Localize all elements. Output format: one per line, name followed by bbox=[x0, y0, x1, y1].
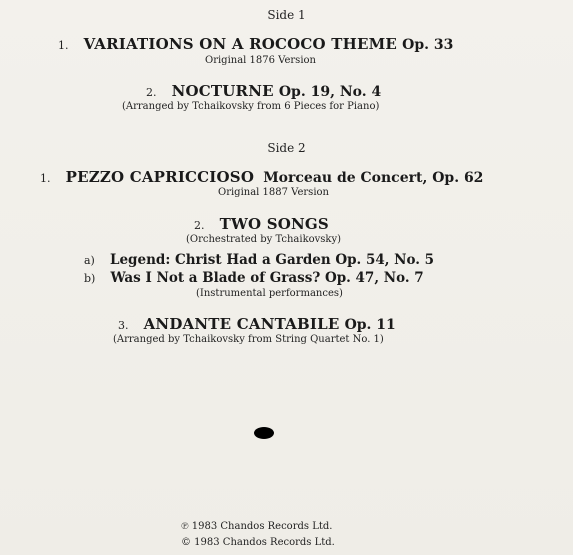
track-3-heading bbox=[40, 167, 483, 186]
track-4-heading bbox=[194, 214, 329, 233]
phonogram-notice: ℗ 1983 Chandos Records Ltd. bbox=[181, 521, 333, 532]
track-2-heading bbox=[146, 81, 381, 100]
black-dot-mark bbox=[254, 427, 274, 439]
song-a bbox=[84, 249, 434, 268]
track-title: PEZZO CAPRICCIOSO bbox=[65, 168, 255, 186]
track-1-heading bbox=[58, 34, 453, 53]
track-5-heading bbox=[118, 314, 396, 333]
song-title: Legend: Christ Had a Garden Op. 54, No. 5 bbox=[109, 252, 435, 268]
track-opus: Op. 33 bbox=[402, 37, 454, 53]
track-note: Original 1876 Version bbox=[205, 55, 316, 66]
track-note: (Arranged by Tchaikovsky from 6 Pieces for Piano) bbox=[122, 101, 380, 112]
track-title: ANDANTE CANTABILE bbox=[143, 315, 340, 333]
side-1-label: Side 1 bbox=[267, 8, 306, 22]
song-title: Was I Not a Blade of Grass? Op. 47, No. 7 bbox=[110, 270, 424, 286]
track-number: 1. bbox=[58, 39, 69, 52]
song-b bbox=[84, 267, 424, 286]
track-title: TWO SONGS bbox=[219, 215, 329, 233]
track-title: VARIATIONS ON A ROCOCO THEME bbox=[83, 35, 398, 53]
song-letter: a) bbox=[84, 254, 95, 267]
track-note: (Arranged by Tchaikovsky from String Quartet No. 1) bbox=[113, 334, 384, 345]
track-note: (Orchestrated by Tchaikovsky) bbox=[186, 234, 342, 245]
track-opus: Op. 11 bbox=[344, 317, 396, 333]
songs-note: (Instrumental performances) bbox=[196, 288, 343, 299]
track-number: 3. bbox=[118, 319, 129, 332]
track-number: 2. bbox=[146, 86, 157, 99]
track-number: 1. bbox=[40, 172, 51, 185]
side-2-label: Side 2 bbox=[267, 141, 306, 155]
track-note: Original 1887 Version bbox=[218, 187, 329, 198]
track-opus: Op. 19, No. 4 bbox=[278, 84, 382, 100]
track-title: NOCTURNE bbox=[171, 82, 274, 100]
track-subtitle: Morceau de Concert, Op. 62 bbox=[263, 170, 484, 186]
track-number: 2. bbox=[194, 219, 205, 232]
copyright-notice: © 1983 Chandos Records Ltd. bbox=[181, 537, 335, 548]
song-letter: b) bbox=[84, 272, 96, 285]
